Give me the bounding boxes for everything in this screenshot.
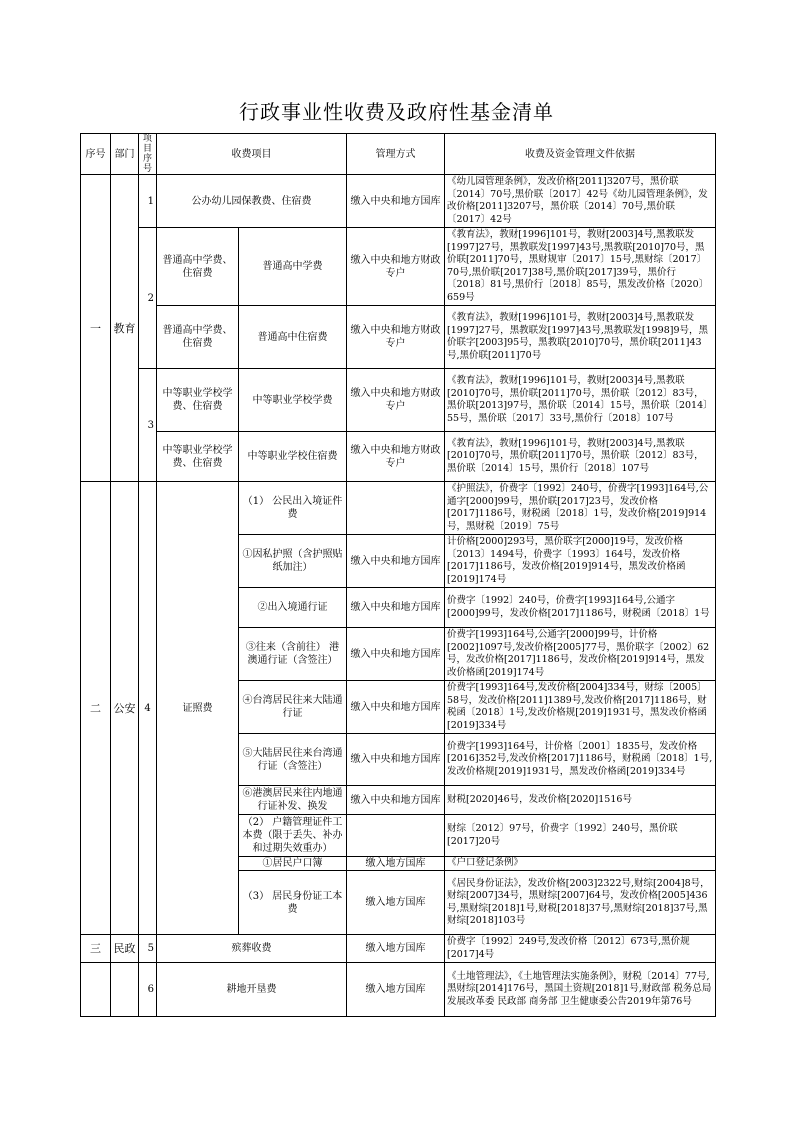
- row-manage: 缴入中央和地方国库: [347, 734, 445, 786]
- row-basis: 《幼儿园管理条例》，发改价格[2011]3207号，黑价联〔2014〕70号,黑价联〔2017〕42号《幼儿园管理条例》，发改价格[2011]3207号，黑价联〔2014〕70号,黑价联〔2017〕42号: [445, 175, 716, 228]
- row-category: 中等职业学校学费、住宿费: [157, 432, 239, 482]
- row-basis: 《护照法》，价费字〔1992〕240号，价费字[1993]164号,公通字[2000]99号，黑价联[2017]23号，发改价格[2017]1186号，财税函〔2018〕1号，发改价格[2019]914号，黑财税〔2019〕75号: [445, 482, 716, 535]
- row-item-no: 4: [139, 482, 157, 935]
- table-row: [81, 306, 716, 369]
- row-seq: 一: [81, 175, 111, 482]
- table-row: [81, 228, 716, 306]
- table-row: [81, 935, 716, 963]
- header-item-seq: 项目序号: [139, 134, 157, 175]
- row-item: ③往来（含前往） 港澳通行证（含签注）: [239, 628, 347, 681]
- row-dept: 民政: [111, 935, 139, 963]
- row-seq: 三: [81, 935, 111, 963]
- row-basis: 价费字[1993]164号,公通字[2000]99号，计价格[2002]1097号,发改价格[2005]77号，黑价联字〔2002〕62号，发改价格[2017]1186号，发改价格[2019]914号，黑发改价格函[2019]174号: [445, 628, 716, 681]
- row-item-no: 3: [139, 369, 157, 482]
- row-basis: 《土地管理法》，《土地管理法实施条例》，财税〔2014〕77号,黑财综[2014]176号，黑国土资规[2018]1号,财政部 税务总局 发展改革委 民政部 商务部 卫生健康委公告2019年第76号: [445, 963, 716, 1017]
- row-manage: 缴入地方国库: [347, 857, 445, 871]
- table-row: [81, 432, 716, 482]
- row-item: 中等职业学校住宿费: [239, 432, 347, 482]
- row-basis: 《教育法》，教财[1996]101号，教财[2003]4号,黑教联发[1997]27号，黑教联发[1997]43号,黑教联发[1998]9号，黑价联字[2003]95号，黑教联[2010]70号，黑价联[2011]43号,黑价联[2011]70号: [445, 306, 716, 369]
- row-item: （2） 户籍管理证件工本费（限于丢失、补办和过期失效重办）: [239, 815, 347, 857]
- row-item: ②出入境通行证: [239, 588, 347, 628]
- row-basis: 《教育法》，教财[1996]101号，教财[2003]4号,黑教联发[1997]27号，黑教联发[1997]43号,黑教联[2010]70号，黑价联[2011]70号，黑财规审〔2017〕15号,黑财综〔2017〕70号,黑价联[2017]38号,黑价联[2017]39号，黑价行〔2018〕81号,黑价行〔2018〕85号，黑发改价格〔2020〕659号: [445, 228, 716, 306]
- row-seq: [81, 963, 111, 1017]
- row-dept: 教育: [111, 175, 139, 482]
- row-item: ①因私护照（含护照贴纸加注）: [239, 535, 347, 588]
- row-manage: 缴入中央和地方国库: [347, 588, 445, 628]
- row-basis: 价费字〔1992〕240号，价费字[1993]164号,公通字[2000]99号，发改价格[2017]1186号，财税函〔2018〕1号: [445, 588, 716, 628]
- header-basis: 收费及资金管理文件依据: [445, 134, 716, 175]
- table-row: [81, 482, 716, 535]
- row-category: 证照费: [157, 482, 239, 935]
- row-manage: 缴入中央和地方国库: [347, 681, 445, 734]
- table-row: [81, 175, 716, 228]
- row-basis: 价费字[1993]164号,发改价格[2004]334号，财综〔2005〕58号，发改价格[2011]1389号,发改价格[2017]1186号，财税函〔2018〕1号,发改价格规[2019]1931号，黑发改价格函[2019]334号: [445, 681, 716, 734]
- table-row: [81, 369, 716, 432]
- row-manage: 缴入中央和地方国库: [347, 786, 445, 815]
- row-basis: 财综〔2012〕97号，价费字〔1992〕240号，黑价联[2017]20号: [445, 815, 716, 857]
- row-manage: 缴入中央和地方国库: [347, 535, 445, 588]
- row-item: ①居民户口簿: [239, 857, 347, 871]
- row-category: 普通高中学费、住宿费: [157, 228, 239, 306]
- row-basis: 价费字[1993]164号，计价格〔2001〕1835号，发改价格[2016]352号,发改价格[2017]1186号，财税函〔2018〕1号,发改价格规[2019]1931号，黑发改价格函[2019]334号: [445, 734, 716, 786]
- row-category: 中等职业学校学费、住宿费: [157, 369, 239, 432]
- row-manage: 缴入中央和地方国库: [347, 175, 445, 228]
- header-dept: 部门: [111, 134, 139, 175]
- row-item-no: 1: [139, 175, 157, 228]
- row-basis: 财税[2020]46号，发改价格[2020]1516号: [445, 786, 716, 815]
- row-basis: 《居民身份证法》，发改价格[2003]2322号,财综[2004]8号，财综[2007]34号，黑财综[2007]64号，发改价格[2005]436号,黑财综[2018]1号,财税[2018]37号,黑财综[2018]37号,黑财综[2018]103号: [445, 871, 716, 935]
- row-item-no: 6: [139, 963, 157, 1017]
- row-manage: 缴入中央和地方财政专户: [347, 432, 445, 482]
- row-manage: 缴入地方国库: [347, 871, 445, 935]
- row-item-no: 2: [139, 228, 157, 369]
- header-item: 收费项目: [157, 134, 347, 175]
- row-manage: 缴入中央和地方国库: [347, 628, 445, 681]
- row-basis: 计价格[2000]293号，黑价联字[2000]19号，发改价格〔2013〕1494号，价费字〔1993〕164号，发改价格[2017]1186号，发改价格[2019]914号，黑发改价格函[2019]174号: [445, 535, 716, 588]
- row-item: （3） 居民身份证工本费: [239, 871, 347, 935]
- fee-table: [80, 133, 716, 1017]
- row-dept: [111, 963, 139, 1017]
- row-manage: 缴入地方国库: [347, 963, 445, 1017]
- row-item: 公办幼儿园保教费、住宿费: [157, 175, 347, 228]
- header-row: [81, 134, 716, 175]
- row-item: （1） 公民出入境证件费: [239, 482, 347, 535]
- row-manage: 缴入中央和地方财政专户: [347, 369, 445, 432]
- header-manage: 管理方式: [347, 134, 445, 175]
- row-item: 殡葬收费: [157, 935, 347, 963]
- row-seq: 二: [81, 482, 111, 935]
- row-dept: 公安: [111, 482, 139, 935]
- row-item: 普通高中学费: [239, 228, 347, 306]
- header-seq: 序号: [81, 134, 111, 175]
- row-manage: 缴入中央和地方财政专户: [347, 306, 445, 369]
- row-item: 普通高中住宿费: [239, 306, 347, 369]
- row-item: ⑥港澳居民来往内地通行证补发、换发: [239, 786, 347, 815]
- row-basis: 《教育法》，教财[1996]101号，教财[2003]4号,黑教联[2010]70号，黑价联[2011]70号，黑价联〔2012〕83号，黑价联〔2014〕15号，黑价行〔2018〕107号: [445, 432, 716, 482]
- page-title: 行政事业性收费及政府性基金清单: [239, 100, 554, 124]
- row-manage: [347, 815, 445, 857]
- row-item: 中等职业学校学费: [239, 369, 347, 432]
- row-item: ⑤大陆居民往来台湾通行证（含签注）: [239, 734, 347, 786]
- row-item: 耕地开垦费: [157, 963, 347, 1017]
- row-manage: 缴入地方国库: [347, 935, 445, 963]
- row-basis: 价费字〔1992〕249号,发改价格〔2012〕673号,黑价规[2017]4号: [445, 935, 716, 963]
- row-manage: [347, 482, 445, 535]
- row-basis: 《户口登记条例》: [445, 857, 716, 871]
- row-category: 普通高中学费、住宿费: [157, 306, 239, 369]
- row-item-no: 5: [139, 935, 157, 963]
- row-manage: 缴入中央和地方财政专户: [347, 228, 445, 306]
- table-row: [81, 963, 716, 1017]
- row-item: ④台湾居民往来大陆通行证: [239, 681, 347, 734]
- row-basis: 《教育法》，教财[1996]101号，教财[2003]4号,黑教联[2010]70号，黑价联[2011]70号，黑价联〔2012〕83号，黑价联[2013]97号，黑价联〔2014〕15号，黑价联〔2014〕55号，黑价联〔2017〕33号,黑价行〔2018〕107号: [445, 369, 716, 432]
